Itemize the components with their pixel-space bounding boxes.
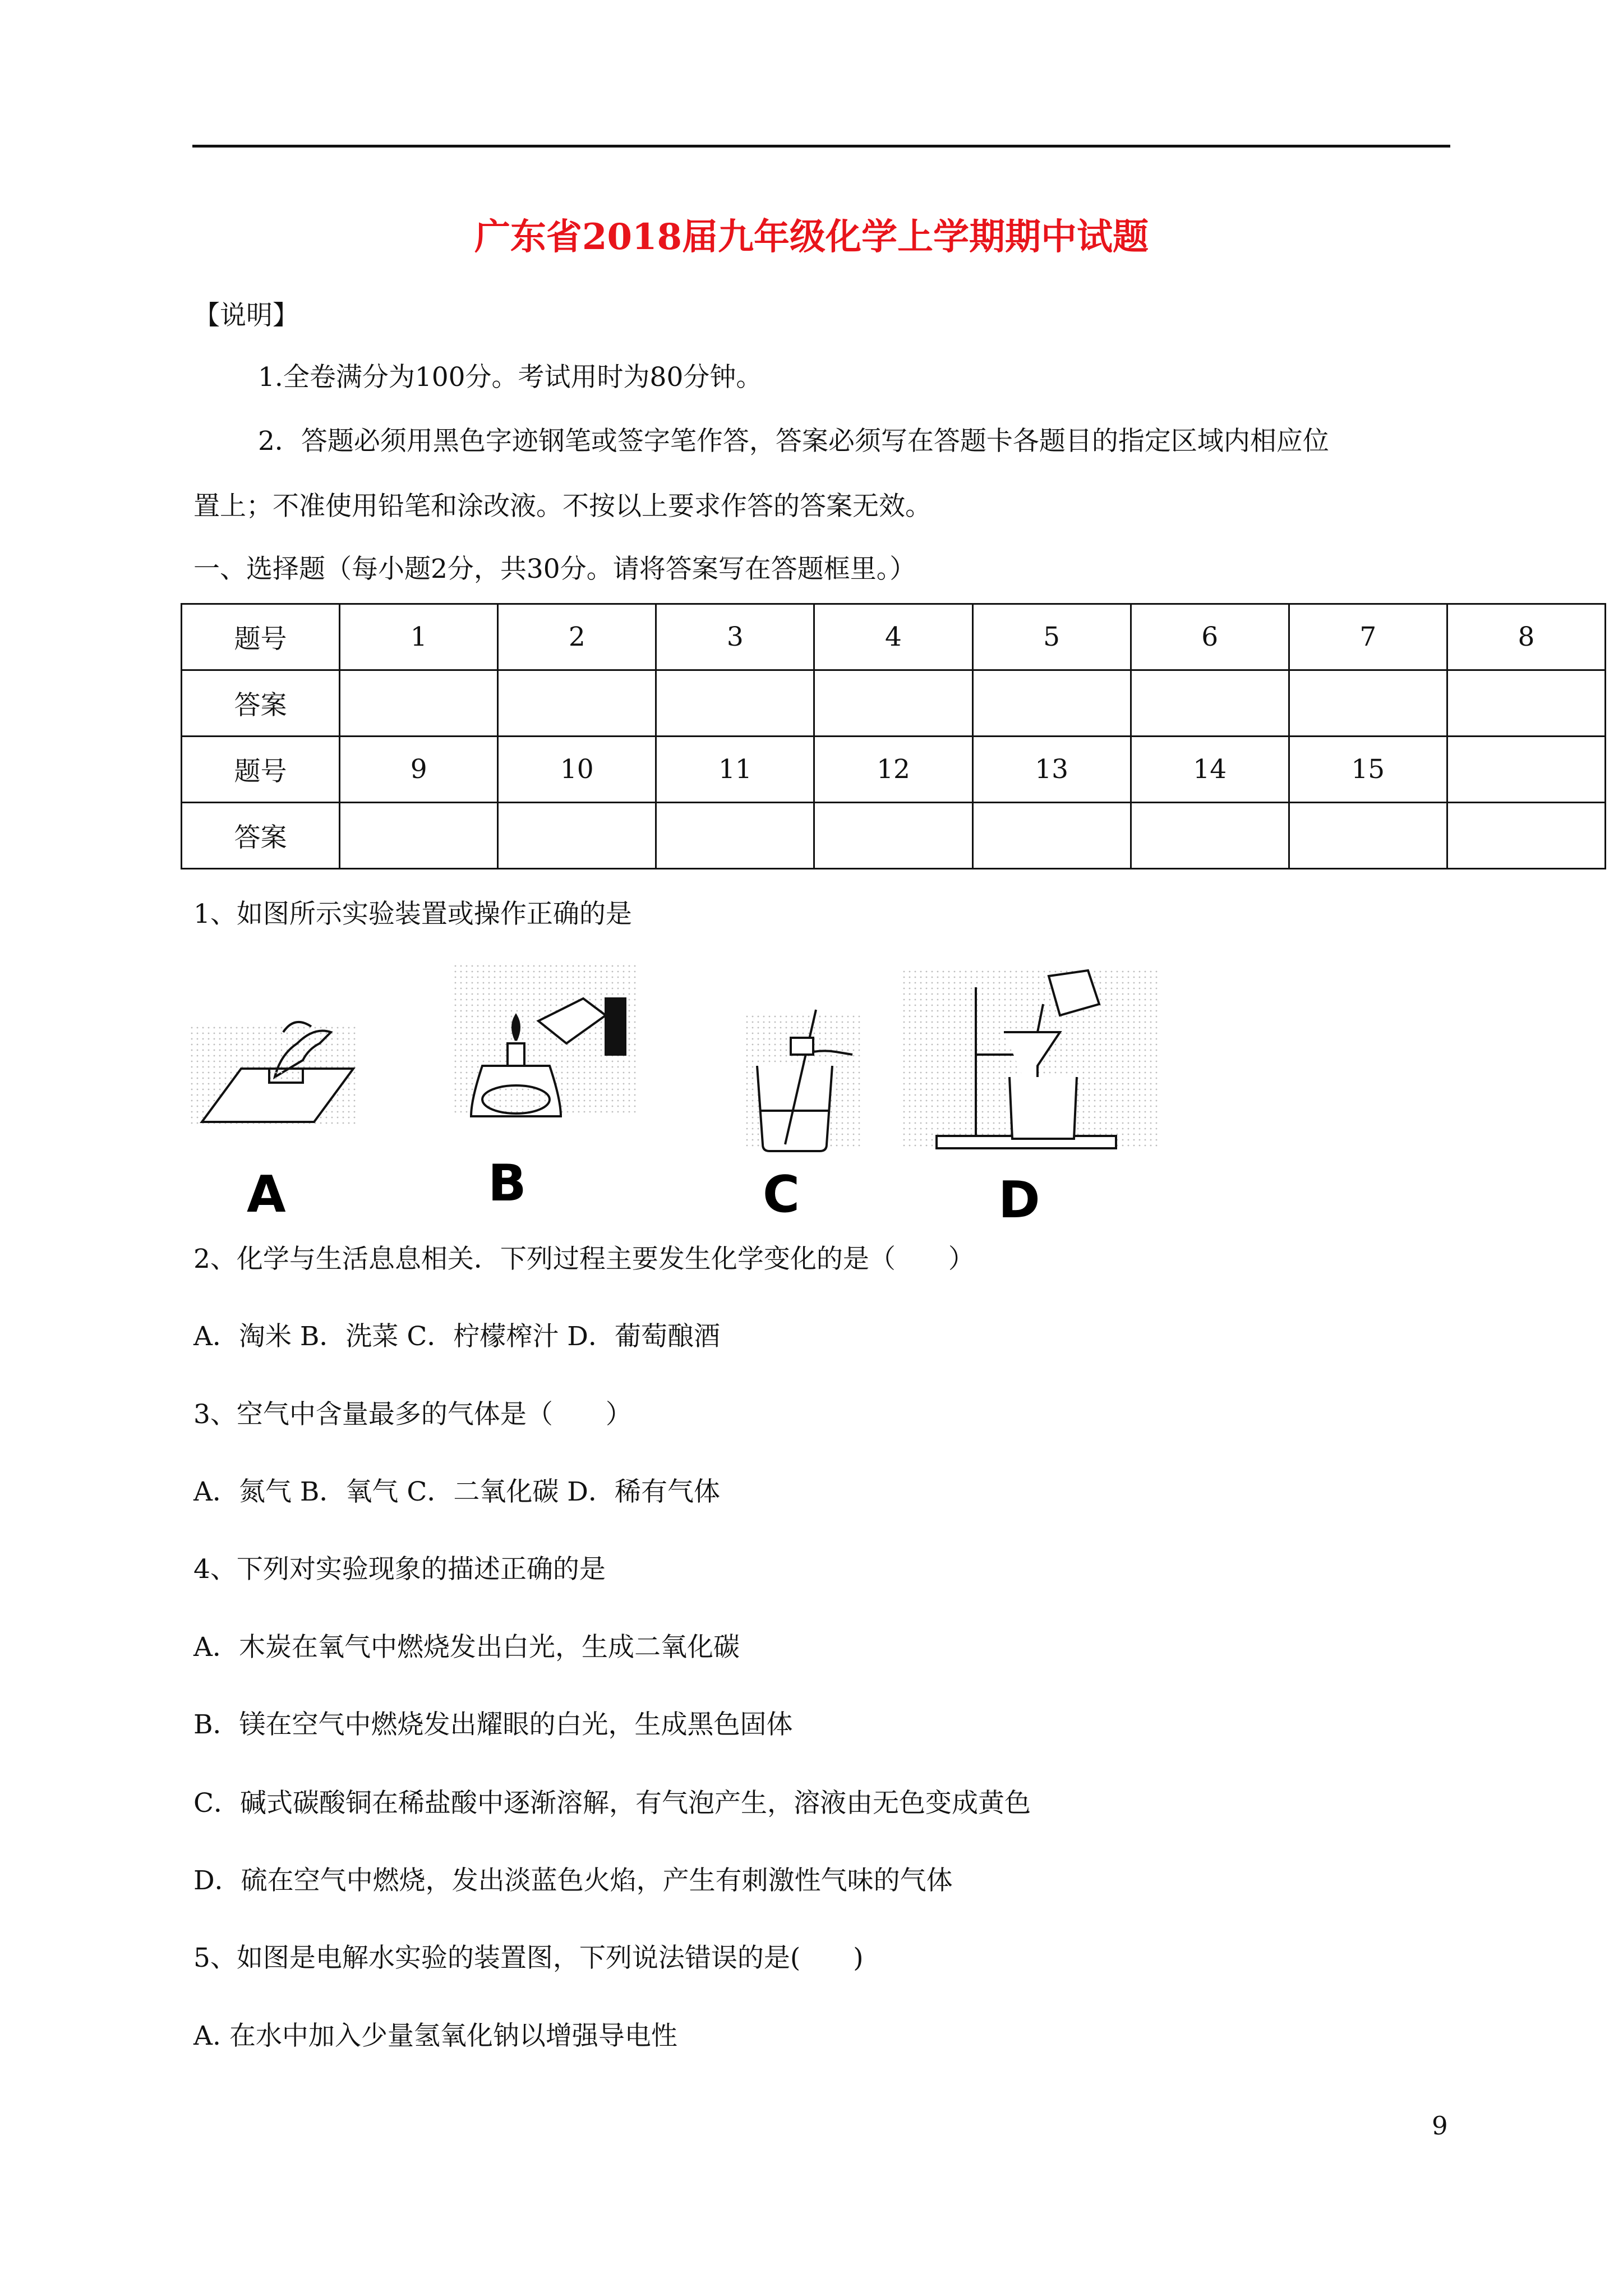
answer-cell[interactable] — [656, 803, 814, 869]
row-label-number: 题号 — [182, 737, 340, 803]
question-5-option-a: A. 在水中加入少量氢氧化钠以增强导电性 — [193, 2021, 677, 2051]
figure-c-label: C — [763, 1165, 800, 1223]
question-2-options: A．淘米 B．洗菜 C．柠檬榨汁 D．葡萄酿酒 — [193, 1321, 720, 1352]
question-number-cell: 7 — [1289, 604, 1447, 670]
question-number-cell: 4 — [814, 604, 972, 670]
row-label-answer: 答案 — [182, 670, 340, 737]
answer-cell[interactable] — [972, 670, 1131, 737]
answer-cell[interactable] — [656, 670, 814, 737]
question-number-cell: 5 — [972, 604, 1131, 670]
section-1-heading: 一、选择题（每小题2分，共30分。请将答案写在答题框里。） — [193, 554, 916, 585]
answer-cell[interactable] — [498, 670, 656, 737]
page-title: 广东省2018届九年级化学上学期期中试题 — [474, 216, 1149, 258]
figure-a-label: A — [247, 1165, 286, 1223]
question-3-options: A．氮气 B．氧气 C．二氧化碳 D．稀有气体 — [193, 1476, 720, 1507]
question-number-cell: 11 — [656, 737, 814, 803]
question-4-option-a: A．木炭在氧气中燃烧发出白光，生成二氧化碳 — [193, 1632, 740, 1663]
table-row — [182, 803, 1606, 869]
question-number-cell: 15 — [1289, 737, 1447, 803]
question-4-option-c: C．碱式碳酸铜在稀盐酸中逐渐溶解，有气泡产生，溶液由无色变成黄色 — [193, 1788, 1031, 1819]
question-3: 3、空气中含量最多的气体是（ ） — [193, 1399, 632, 1430]
table-row — [182, 737, 1606, 803]
answer-table — [181, 603, 1606, 869]
answer-cell[interactable] — [814, 670, 972, 737]
instruction-item-1: 1.全卷满分为100分。考试用时为80分钟。 — [258, 362, 763, 393]
question-number-cell — [1447, 737, 1605, 803]
answer-cell[interactable] — [340, 670, 498, 737]
question-number-cell: 12 — [814, 737, 972, 803]
answer-cell[interactable] — [498, 803, 656, 869]
answer-cell[interactable] — [972, 803, 1131, 869]
question-number-cell: 6 — [1131, 604, 1289, 670]
table-row — [182, 670, 1606, 737]
answer-cell[interactable] — [814, 803, 972, 869]
page-number: 9 — [1432, 2111, 1448, 2141]
question-4-option-b: B．镁在空气中燃烧发出耀眼的白光，生成黑色固体 — [193, 1709, 793, 1740]
answer-cell[interactable] — [1131, 670, 1289, 737]
table-row — [182, 604, 1606, 670]
answer-cell[interactable] — [1289, 670, 1447, 737]
row-label-number: 题号 — [182, 604, 340, 670]
figure-b-label: B — [488, 1154, 527, 1213]
question-number-cell: 9 — [340, 737, 498, 803]
figure-d-label: D — [998, 1171, 1040, 1223]
answer-cell[interactable] — [1131, 803, 1289, 869]
question-number-cell: 2 — [498, 604, 656, 670]
row-label-answer: 答案 — [182, 803, 340, 869]
question-number-cell: 13 — [972, 737, 1131, 803]
q1-figures-svg — [191, 965, 1178, 1223]
question-number-cell: 10 — [498, 737, 656, 803]
figure-a — [191, 1022, 359, 1128]
question-4-option-d: D．硫在空气中燃烧，发出淡蓝色火焰，产生有刺激性气味的气体 — [193, 1865, 953, 1896]
figure-d — [903, 970, 1161, 1150]
question-5: 5、如图是电解水实验的装置图，下列说法错误的是( ) — [193, 1943, 864, 1973]
question-2: 2、化学与生活息息相关．下列过程主要发生化学变化的是（ ） — [193, 1244, 975, 1274]
header-rule — [192, 145, 1450, 148]
question-number-cell: 3 — [656, 604, 814, 670]
instruction-item-2-line-1: 2．答题必须用黑色字迹钢笔或签字笔作答，答案必须写在答题卡各题目的指定区域内相应位 — [258, 426, 1329, 457]
answer-cell[interactable] — [1447, 670, 1605, 737]
question-number-cell: 8 — [1447, 604, 1605, 670]
question-4: 4、下列对实验现象的描述正确的是 — [193, 1554, 606, 1585]
answer-cell[interactable] — [1289, 803, 1447, 869]
figure-b — [451, 965, 637, 1116]
answer-cell[interactable] — [340, 803, 498, 869]
question-1: 1、如图所示实验装置或操作正确的是 — [193, 899, 632, 930]
instruction-item-2-line-2: 置上；不准使用铅笔和涂改液。不按以上要求作答的答案无效。 — [193, 491, 932, 522]
question-number-cell: 1 — [340, 604, 498, 670]
instructions-heading: 【说明】 — [193, 300, 299, 331]
figure-c — [746, 1010, 864, 1151]
question-number-cell: 14 — [1131, 737, 1289, 803]
q1-figures — [191, 965, 1178, 1223]
answer-cell[interactable] — [1447, 803, 1605, 869]
